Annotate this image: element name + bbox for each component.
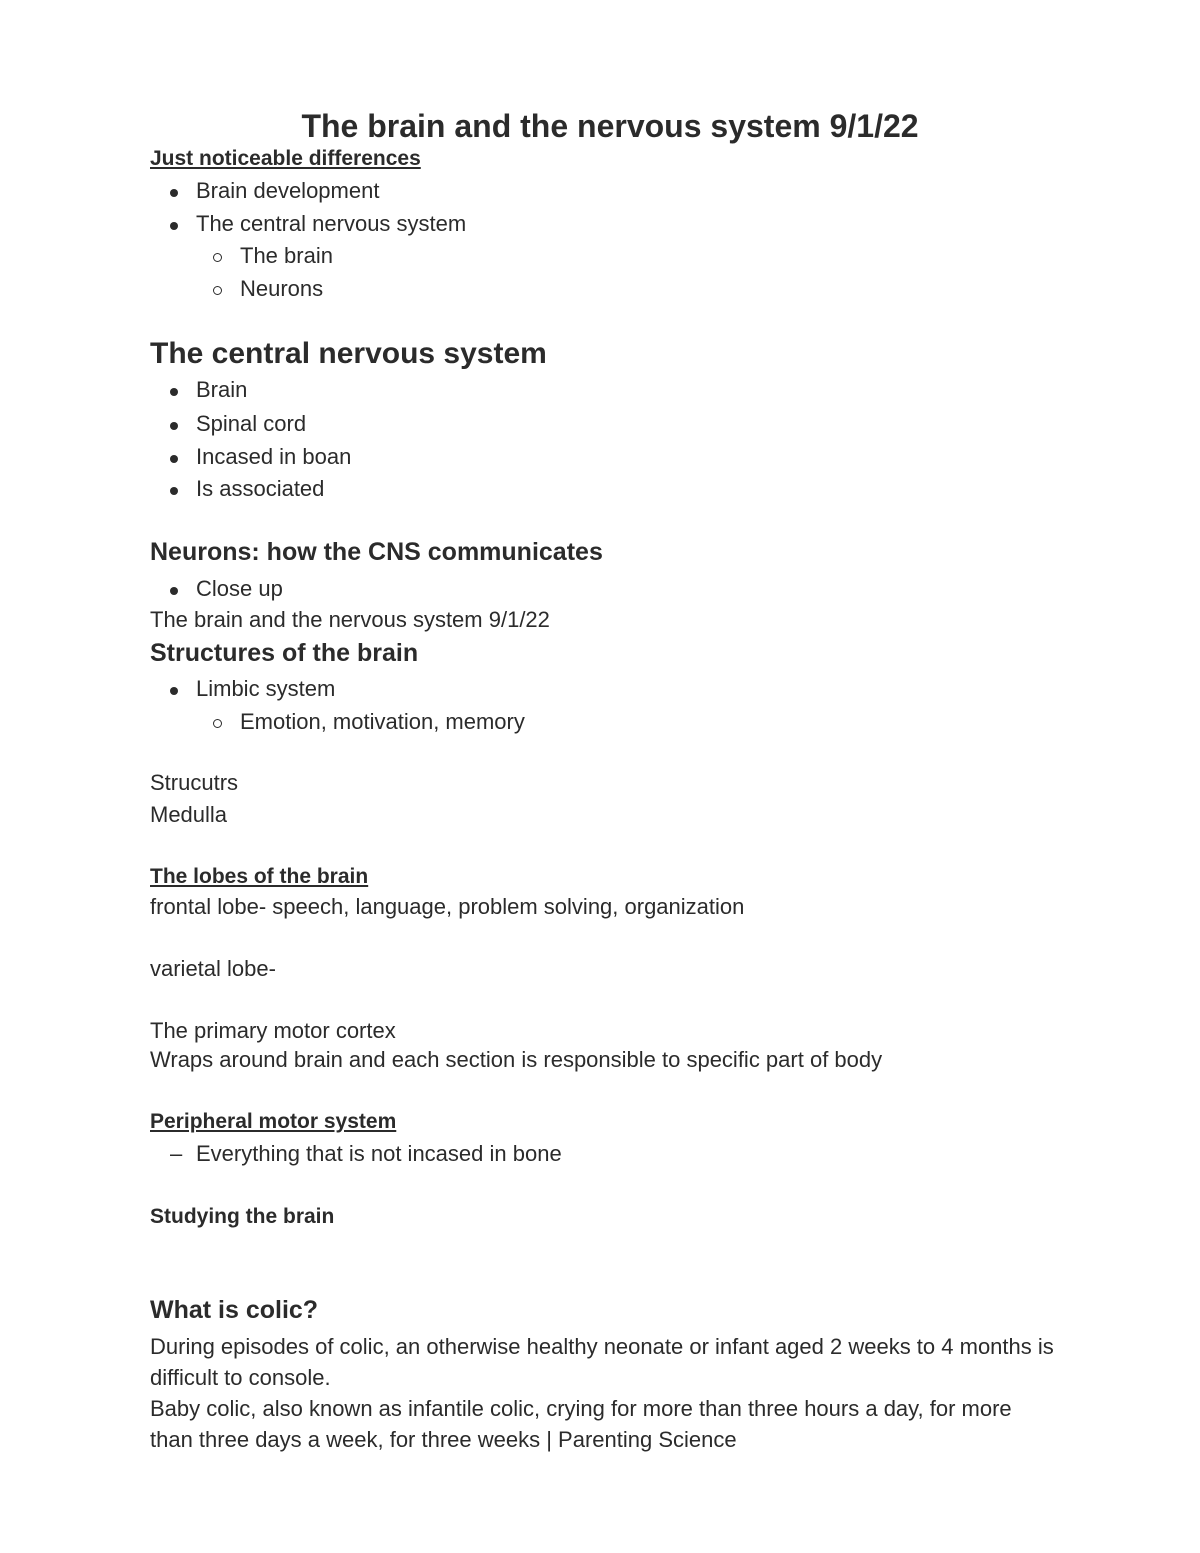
text-line: Strucutrs — [150, 770, 239, 795]
dash-marker: – — [170, 1141, 183, 1166]
list-item: Limbic system — [150, 676, 335, 702]
sub-list-item: Neurons — [150, 276, 323, 302]
heading-what-is-colic: What is colic? — [150, 1296, 319, 1324]
text-line: The brain and the nervous system 9/1/22 — [150, 607, 550, 632]
heading-structures-of-the-brain: Structures of the brain — [150, 639, 419, 667]
paragraph: Baby colic, also known as infantile colic, crying for more than three hours a day, for more than three days a week, for three weeks | Parenting Science — [150, 1396, 1012, 1452]
sub-list-item: The brain — [150, 243, 333, 269]
heading-neurons: Neurons: how the CNS communicates — [150, 538, 603, 566]
heading-just-noticeable-differences: Just noticeable differences — [150, 147, 421, 170]
document-title: The brain and the nervous system 9/1/22 — [301, 108, 919, 144]
list-item: The central nervous system — [150, 211, 466, 237]
list-item: Brain development — [150, 178, 379, 204]
text-line: varietal lobe- — [150, 956, 276, 981]
heading-central-nervous-system: The central nervous system — [150, 337, 547, 370]
text-line: frontal lobe- speech, language, problem solving, organization — [150, 894, 745, 919]
dash-list-item — [150, 1141, 562, 1167]
text-line: Wraps around brain and each section is responsible to specific part of body — [150, 1047, 883, 1072]
list-item: Is associated — [150, 476, 324, 502]
heading-studying-the-brain: Studying the brain — [150, 1205, 335, 1228]
paragraph: During episodes of colic, an otherwise healthy neonate or infant aged 2 weeks to 4 months is difficult to console. — [150, 1334, 1054, 1390]
list-item: Incased in boan — [150, 444, 351, 470]
list-item: Close up — [150, 576, 283, 602]
heading-lobes-of-the-brain: The lobes of the brain — [150, 865, 369, 888]
list-item: Brain — [150, 377, 247, 403]
text-line: The primary motor cortex — [150, 1018, 396, 1043]
text-line: Medulla — [150, 802, 228, 827]
dash-list-item-text: Everything that is not incased in bone — [196, 1141, 562, 1166]
heading-peripheral-motor-system: Peripheral motor system — [150, 1110, 397, 1133]
list-item: Spinal cord — [150, 411, 306, 437]
sub-list-item: Emotion, motivation, memory — [150, 709, 525, 735]
